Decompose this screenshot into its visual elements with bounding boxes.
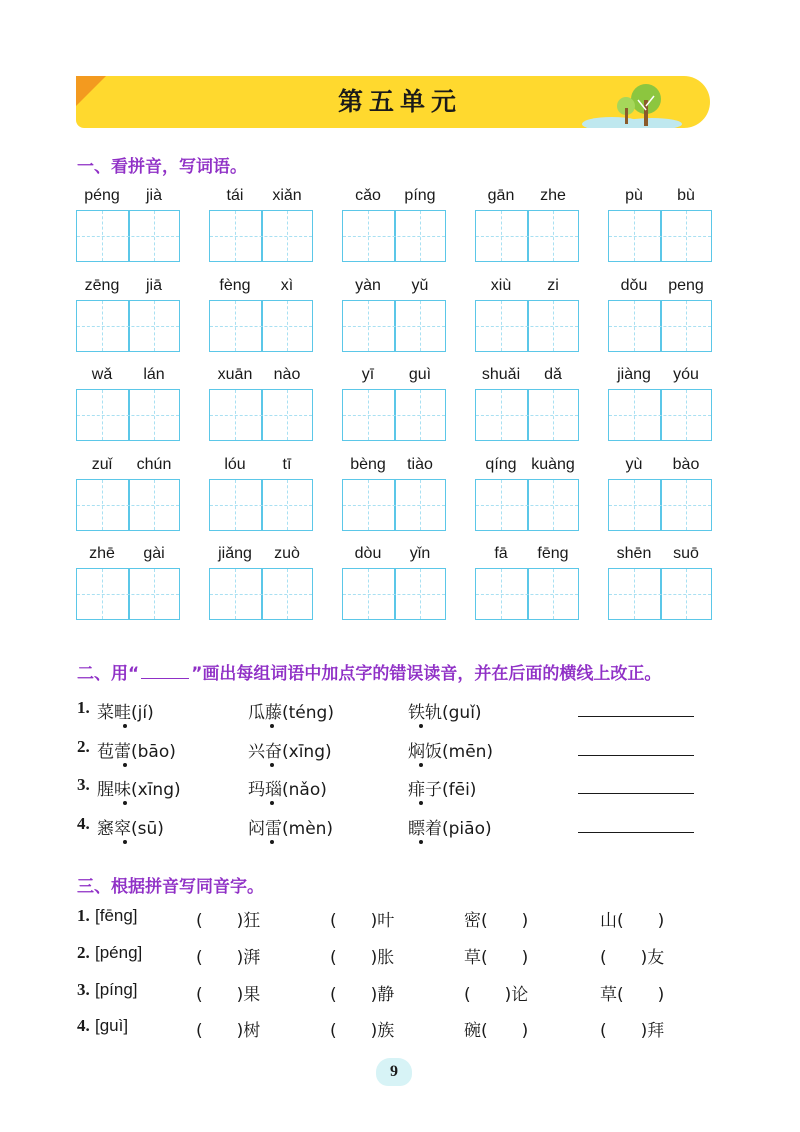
pinyin-syllable: pù [625,187,643,204]
answer-line[interactable] [578,793,694,794]
item-number: 2. [77,737,90,756]
pinyin-syllable: bèng [350,456,386,473]
word-with-pinyin: 玛瑙(nǎo) [248,780,327,800]
pinyin-syllable: nào [273,366,301,383]
pinyin-syllable: yǐn [409,545,431,562]
section2-title-part1: 二、用“ [77,664,140,684]
pinyin-syllable: bù [677,187,695,204]
writing-grid[interactable] [608,389,712,441]
writing-grid[interactable] [608,210,712,262]
item-number: 4. [77,814,90,833]
unit-title: 第五单元 [337,87,462,116]
writing-grid[interactable] [209,300,313,352]
word-with-pinyin: 窸窣(sū) [97,819,164,839]
item-number: 2. [77,943,90,962]
pinyin-syllable: yī [361,366,375,383]
pinyin-syllable: shēn [616,545,652,562]
pinyin-syllable: guì [408,366,432,383]
writing-grid[interactable] [342,568,446,620]
pinyin-syllable: tī [282,456,292,473]
pinyin-syllable: jiā [145,277,162,294]
pinyin-syllable: yù [625,456,643,473]
writing-grid[interactable] [475,479,579,531]
pinyin-syllable: fēng [537,545,569,562]
writing-grid[interactable] [76,479,180,531]
pinyin-syllable: lán [143,366,165,383]
homophone-blank[interactable]: 草( ) [600,985,665,1005]
word-with-pinyin: 闷雷(mèn) [248,819,334,839]
item-number: 1. [77,906,90,925]
pinyin-syllable: wǎ [91,366,113,383]
emphasis-dot [419,840,423,844]
pinyin-syllable: shuǎi [481,366,521,383]
pinyin-syllable: qíng [485,456,517,473]
writing-grid[interactable] [342,389,446,441]
emphasis-dot [123,801,127,805]
pinyin-syllable: cǎo [355,187,381,204]
writing-grid[interactable] [209,479,313,531]
emphasis-dot [270,840,274,844]
homophone-blank[interactable]: ( )友 [600,948,665,968]
emphasis-dot [270,763,274,767]
section3-title: 三、根据拼音写同音字。 [77,877,264,897]
word-with-pinyin: 腥味(xīng) [97,780,181,800]
pinyin-syllable: jià [145,187,162,204]
writing-grid[interactable] [475,568,579,620]
pinyin-syllable: gān [487,187,515,204]
emphasis-dot [419,801,423,805]
homophone-blank[interactable]: ( )论 [464,985,529,1005]
homophone-blank[interactable]: 草( ) [464,948,529,968]
pinyin-syllable: xiǎn [272,187,302,204]
pinyin-syllable: zuǐ [91,456,113,473]
item-number: 3. [77,980,90,999]
pinyin-syllable: dǎ [544,366,562,383]
page-number: 9 [390,1063,398,1080]
emphasis-dot [270,801,274,805]
homophone-blank[interactable]: 碗( ) [464,1021,529,1041]
answer-line[interactable] [578,832,694,833]
section2-title [77,659,661,684]
emphasis-dot [419,763,423,767]
pinyin-syllable: xì [280,277,294,294]
pinyin-prompt: [péng] [95,943,143,962]
writing-grid[interactable] [342,300,446,352]
homophone-blank[interactable]: ( )胀 [330,948,395,968]
word-with-pinyin: 瞟着(piāo) [408,819,492,839]
pinyin-syllable: zhē [89,545,115,562]
word-with-pinyin: 瓜藤(téng) [248,703,334,723]
pinyin-syllable: suō [673,545,699,562]
word-with-pinyin: 痱子(fēi) [408,780,477,800]
homophone-blank[interactable]: ( )叶 [330,911,395,931]
homophone-blank[interactable]: 密( ) [464,911,529,931]
writing-grid[interactable] [475,210,579,262]
writing-grid[interactable] [608,300,712,352]
tree-icon [582,84,682,128]
pinyin-prompt: [guì] [95,1016,129,1035]
word-with-pinyin: 苞蕾(bāo) [97,742,176,762]
pinyin-syllable: fèng [219,277,251,294]
pinyin-syllable: zēng [84,277,120,294]
emphasis-dot [123,724,127,728]
pinyin-syllable: yàn [355,277,381,294]
item-number: 3. [77,775,90,794]
emphasis-dot [123,763,127,767]
pinyin-syllable: fā [494,545,508,562]
writing-grid[interactable] [608,568,712,620]
pinyin-syllable: xiù [490,277,512,294]
emphasis-dot [419,724,423,728]
homophone-blank[interactable]: ( )果 [196,985,261,1005]
pinyin-syllable: zi [547,277,559,294]
pinyin-prompt: [píng] [95,980,138,999]
pinyin-syllable: chún [136,456,172,473]
pinyin-syllable: lóu [224,456,246,473]
underline-sample [141,664,189,679]
pinyin-syllable: yǔ [411,277,429,294]
word-with-pinyin: 铁轨(guǐ) [408,703,482,723]
pinyin-syllable: tái [226,187,244,204]
pinyin-syllable: zuò [274,545,300,562]
pinyin-syllable: dòu [354,545,382,562]
pinyin-syllable: yóu [673,366,699,383]
pinyin-syllable: péng [84,187,120,204]
item-number: 4. [77,1016,90,1035]
pinyin-syllable: peng [668,277,704,294]
emphasis-dot [270,724,274,728]
homophone-blank[interactable]: ( )拜 [600,1021,665,1041]
homophone-blank[interactable]: 山( ) [600,911,665,931]
pinyin-prompt: [fēng] [95,906,138,925]
homophone-blank[interactable]: ( )静 [330,985,395,1005]
writing-grid[interactable] [209,568,313,620]
pinyin-syllable: bào [672,456,700,473]
word-with-pinyin: 兴奋(xīng) [248,742,332,762]
emphasis-dot [123,840,127,844]
word-with-pinyin: 菜畦(jí) [97,703,154,723]
writing-grid[interactable] [76,568,180,620]
homophone-blank[interactable]: ( )湃 [196,948,261,968]
item-number: 1. [77,698,90,717]
writing-grid[interactable] [76,210,180,262]
homophone-blank[interactable]: ( )族 [330,1021,395,1041]
writing-grid[interactable] [342,210,446,262]
homophone-blank[interactable]: ( )狂 [196,911,261,931]
writing-grid[interactable] [342,479,446,531]
writing-grid[interactable] [475,389,579,441]
writing-grid[interactable] [209,389,313,441]
pinyin-syllable: dǒu [620,277,648,294]
word-with-pinyin: 焖饭(mēn) [408,742,494,762]
answer-line[interactable] [578,716,694,717]
pinyin-syllable: kuàng [531,456,575,473]
section1-title: 一、看拼音，写词语。 [77,157,247,177]
pinyin-syllable: jiàng [617,366,651,383]
writing-grid[interactable] [608,479,712,531]
writing-grid[interactable] [209,210,313,262]
writing-grid[interactable] [76,389,180,441]
pinyin-syllable: tiào [407,456,433,473]
section2-title-part2: ”画出每组词语中加点字的错误读音，并在后面的横线上改正。 [191,664,662,684]
writing-grid[interactable] [475,300,579,352]
writing-grid[interactable] [76,300,180,352]
pinyin-syllable: jiǎng [218,545,252,562]
pinyin-syllable: zhe [540,187,566,204]
pinyin-syllable: gài [143,545,165,562]
answer-line[interactable] [578,755,694,756]
pinyin-syllable: píng [404,187,436,204]
pinyin-syllable: xuān [217,366,253,383]
homophone-blank[interactable]: ( )树 [196,1021,261,1041]
